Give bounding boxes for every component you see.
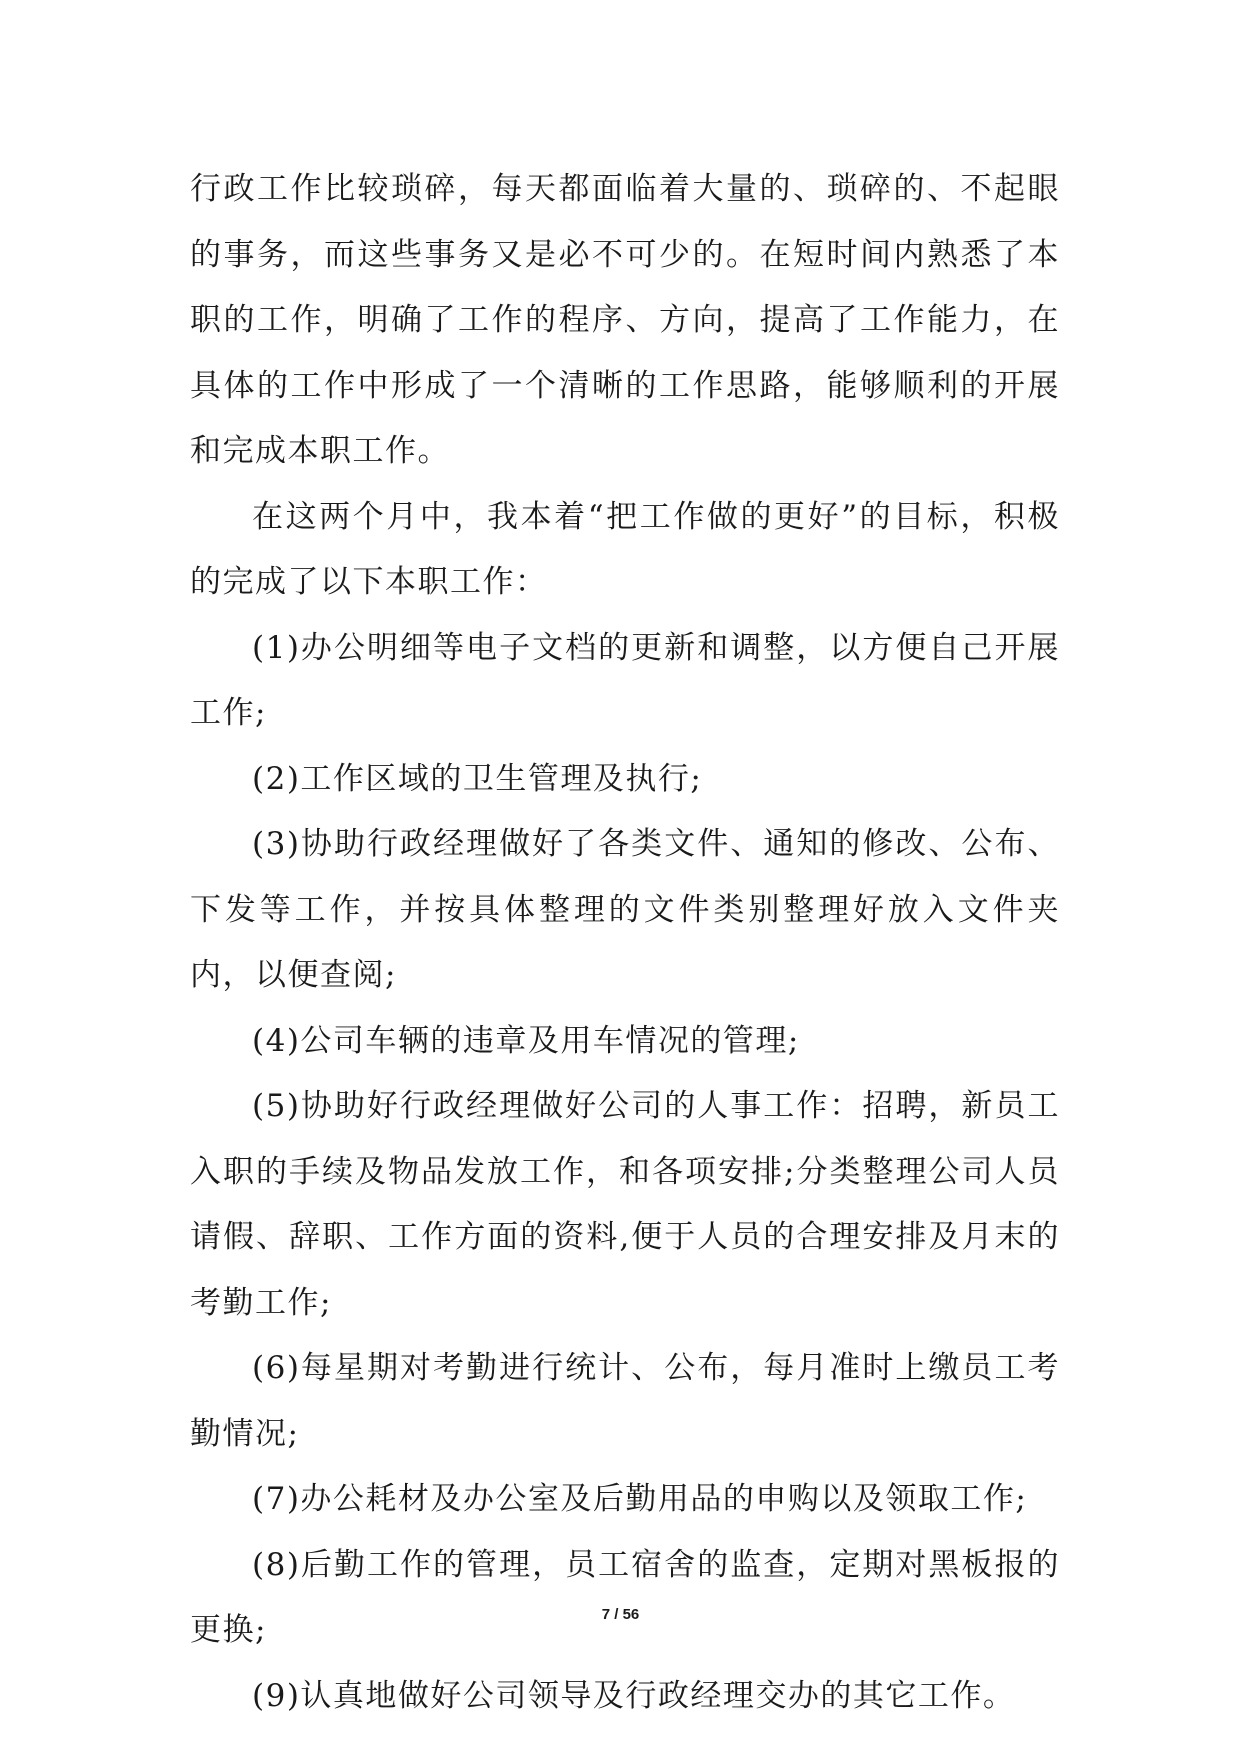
list-item-2: (2)工作区域的卫生管理及执行; [252,760,703,797]
list-item-6: (6)每星期对考勤进行统计、公布，每月准时上缴员工考勤情况; [190,1350,1060,1452]
list-item-3: (3)协助行政经理做好了各类文件、通知的修改、公布、下发等工作，并按具体整理的文件类别整理好放入文件夹内，以便查阅; [190,826,1060,993]
list-item-5: (5)协助好行政经理做好公司的人事工作：招聘，新员工入职的手续及物品发放工作，和各项安排;分类整理公司人员请假、辞职、工作方面的资料,便于人员的合理安排及月末的考勤工作; [190,1088,1060,1321]
list-item-7: (7)办公耗材及办公室及后勤用品的申购以及领取工作; [252,1481,1028,1517]
paragraph-intro: 行政工作比较琐碎，每天都面临着大量的、琐碎的、不起眼的事务，而这些事务又是必不可少的。在短时间内熟悉了本职的工作，明确了工作的程序、方向，提高了工作能力，在具体的工作中形成了一个清晰的工作思路，能够顺利的开展和完成本职工作。 [190,171,1060,469]
list-item-9: (9)认真地做好公司领导及行政经理交办的其它工作。 [252,1677,1016,1714]
list-item-8: (8)后勤工作的管理，员工宿舍的监查，定期对黑板报的更换; [190,1546,1060,1648]
page-number: 7 / 56 [601,1606,640,1623]
list-item-4: (4)公司车辆的违章及用车情况的管理; [252,1022,800,1059]
paragraph-summary: 在这两个月中，我本着“把工作做的更好”的目标，积极的完成了以下本职工作： [190,498,1060,600]
body-text [190,157,1060,1729]
list-item-1: (1)办公明细等电子文档的更新和调整，以方便自己开展工作; [190,629,1060,731]
